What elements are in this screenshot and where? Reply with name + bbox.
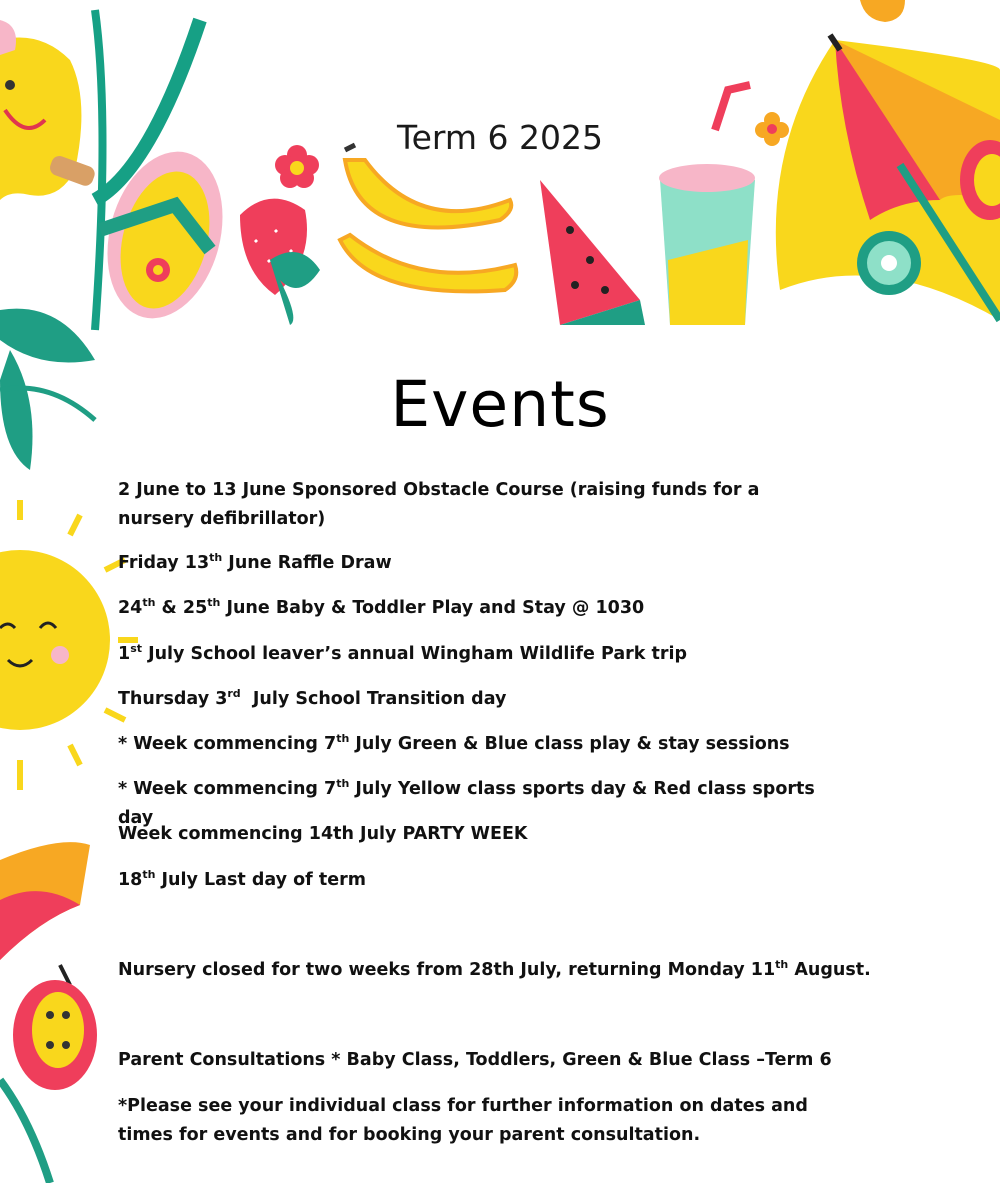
event-item: 18th July Last day of term [118, 868, 366, 890]
banana-icon [340, 145, 516, 291]
consultations-notice: Parent Consultations * Baby Class, Toddlers, Green & Blue Class –Term 6 [118, 1050, 832, 1070]
event-item: 1st July School leaver’s annual Wingham Wildlife Park trip [118, 642, 688, 664]
event-item: 2 June to 13 June Sponsored Obstacle Course (raising funds for a nursery defibrillator) [118, 480, 760, 529]
fruit-slice-icon [0, 842, 90, 960]
flip-flop-icon [90, 139, 240, 332]
fruit-slice-icon [860, 0, 905, 22]
kiwi-icon [857, 231, 921, 295]
ice-lolly-icon [0, 20, 97, 200]
flower-icon [755, 112, 789, 146]
watermelon-icon [540, 180, 645, 325]
closure-notice: Nursery closed for two weeks from 28th July, returning Monday 11th August. [118, 958, 871, 980]
page-title: Events [390, 368, 610, 441]
strawberry-icon [240, 199, 320, 325]
info-note: *Please see your individual class for further information on dates and times for events and for booking your parent consultation. [118, 1096, 808, 1145]
event-item: Friday 13th June Raffle Draw [118, 551, 392, 573]
event-item: Thursday 3rd July School Transition day [118, 687, 507, 709]
event-item: * Week commencing 7th July Green & Blue class play & stay sessions [118, 732, 790, 754]
leaf-icon [0, 1080, 50, 1183]
term-title: Term 6 2025 [397, 118, 603, 157]
event-item: Week commencing 14th July PARTY WEEK [118, 824, 528, 844]
event-item: * Week commencing 7th July Yellow class sports day & Red class sports day [118, 777, 815, 828]
event-item: 24th & 25th June Baby & Toddler Play and Stay @ 1030 [118, 596, 645, 618]
apple-icon [13, 965, 97, 1090]
